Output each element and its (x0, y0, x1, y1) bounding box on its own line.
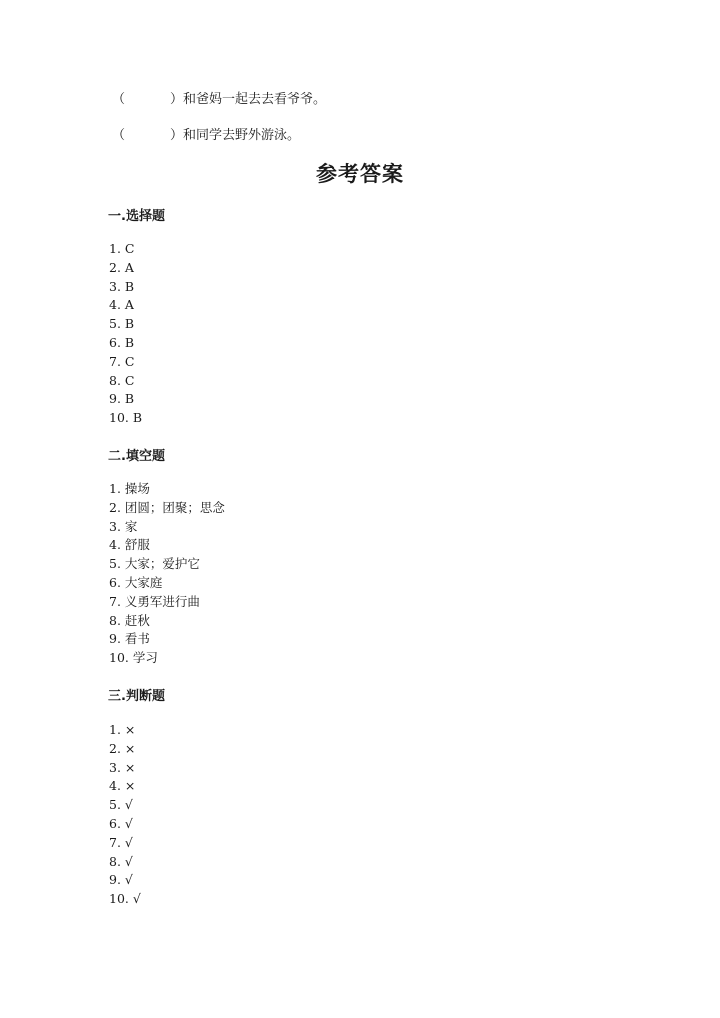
answer-item: 5. B (109, 316, 135, 332)
section-title-fill: 二.填空题 (108, 449, 165, 464)
answer-item: 2. A (109, 259, 134, 275)
section-title-choice: 一.选择题 (108, 209, 165, 224)
question-line-2 (112, 124, 300, 143)
answer-item: 7. C (109, 353, 135, 369)
answer-item: 10. B (109, 410, 143, 426)
answer-item: 4. 舒服 (109, 537, 150, 553)
question-text: 和同学去野外游泳。 (183, 128, 301, 143)
open-paren: （ (112, 128, 126, 143)
answer-item: 8. √ (109, 853, 133, 869)
answer-item: 3. × (109, 759, 136, 775)
answer-item: 5. √ (109, 797, 133, 813)
answer-item: 3. 家 (109, 518, 138, 534)
answer-item: 10. √ (109, 891, 141, 907)
answer-item: 9. 看书 (109, 631, 150, 647)
answer-item: 6. B (109, 334, 135, 350)
answer-item: 4. × (109, 778, 136, 794)
question-text: 和爸妈一起去去看爷爷。 (183, 92, 327, 107)
answer-item: 2. 团圆；团聚；思念 (109, 499, 225, 515)
answer-list-judge (109, 721, 141, 909)
section-title-judge: 三.判断题 (108, 689, 165, 704)
answer-item: 7. 义勇军进行曲 (109, 593, 200, 609)
answer-item: 8. 赶秋 (109, 612, 150, 628)
answer-list-fill (109, 480, 225, 668)
close-paren: ） (170, 128, 184, 143)
answer-item: 6. 大家庭 (109, 574, 163, 590)
answer-item: 9. √ (109, 872, 133, 888)
answer-item: 10. 学习 (109, 650, 158, 666)
close-paren: ） (170, 92, 184, 107)
answer-item: 5. 大家；爱护它 (109, 556, 200, 572)
question-line-1 (112, 88, 326, 107)
answer-item: 6. √ (109, 815, 133, 831)
answer-item: 9. B (109, 391, 135, 407)
answer-item: 4. A (109, 297, 134, 313)
answer-list-choice (109, 240, 142, 428)
answer-item: 3. B (109, 278, 135, 294)
answer-item: 1. 操场 (109, 481, 150, 496)
answer-item: 1. × (109, 722, 136, 737)
answer-item: 7. √ (109, 834, 133, 850)
answer-item: 1. C (109, 241, 135, 256)
answer-title: 参考答案 (316, 162, 404, 186)
answer-item: 8. C (109, 372, 135, 388)
open-paren: （ (112, 92, 126, 107)
answer-item: 2. × (109, 740, 136, 756)
